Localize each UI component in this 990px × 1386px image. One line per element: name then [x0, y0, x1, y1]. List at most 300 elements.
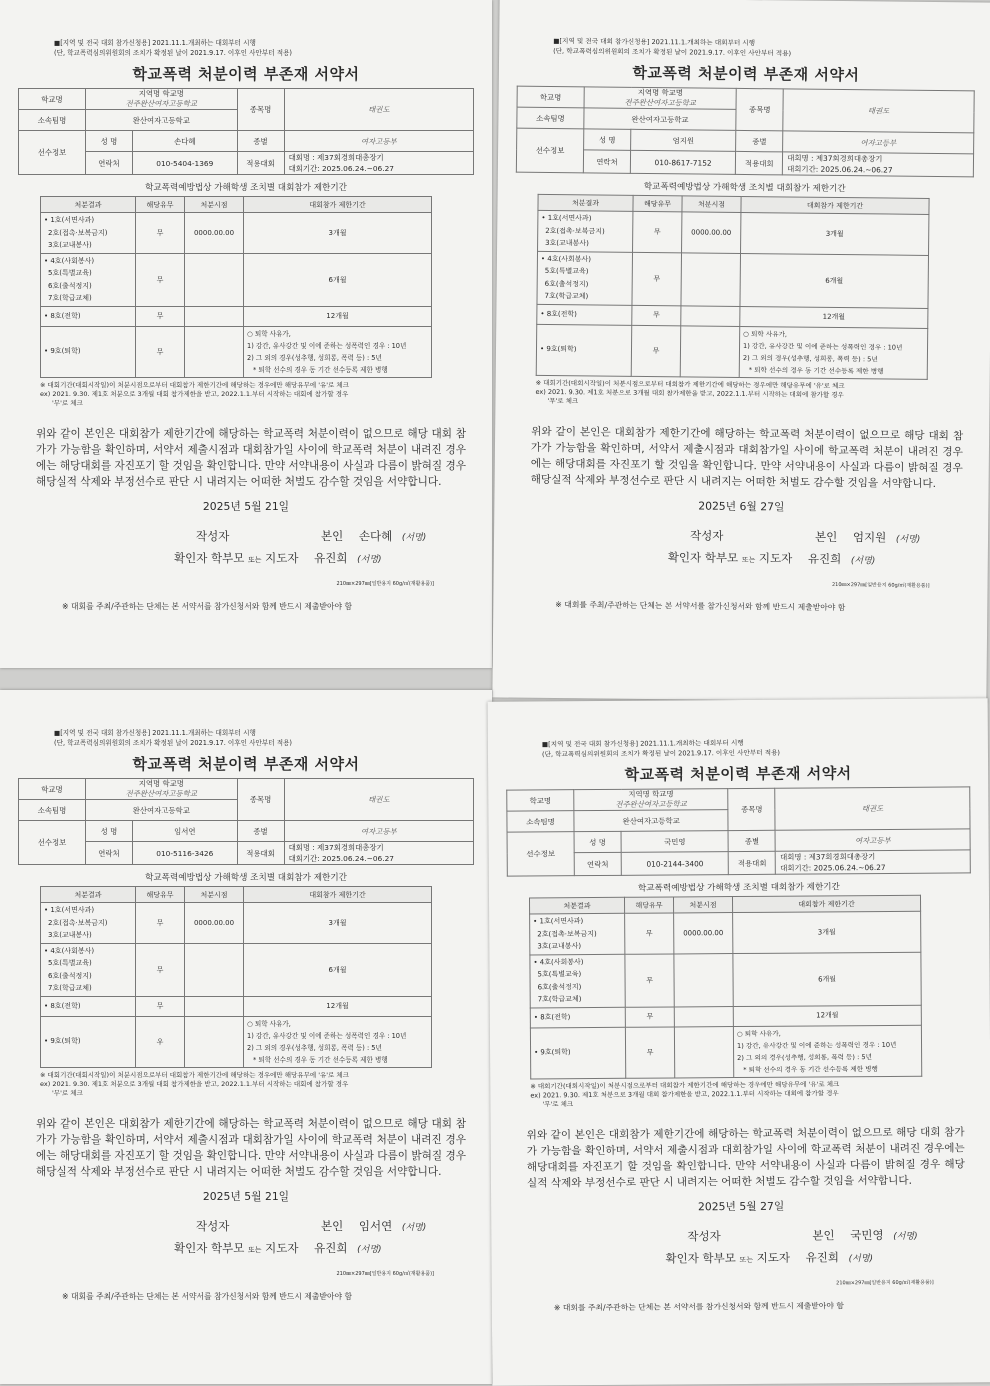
item-4: • 4호(사회봉사) — [540, 254, 592, 263]
col-date: 처분시점 — [185, 197, 244, 213]
col-applicable: 해당유무 — [624, 897, 673, 913]
parent-label: 학부모 — [704, 550, 739, 565]
group-8 — [530, 1007, 625, 1028]
confirmer-label: 확인자 — [174, 1240, 208, 1255]
item-5: 5호(특별교육) — [48, 269, 92, 277]
date-2-empty — [674, 953, 733, 1006]
group-4-7 — [41, 253, 136, 306]
applicable-3: 무 — [625, 1006, 674, 1026]
expel-note-2: 2) 그 외의 경우(성추행, 성희롱, 폭력 등) : 5년 — [742, 353, 878, 363]
expel-note-2: 2) 그 외의 경우(성추행, 성희롱, 폭력 등) : 5년 — [737, 1052, 872, 1062]
competition-cell — [783, 152, 974, 177]
item-9: • 9호(퇴학) — [534, 1048, 571, 1057]
date-2-empty — [185, 253, 244, 306]
expel-note-1: 1) 강간, 유사강간 및 이에 준하는 성폭력인 경우 : 10년 — [247, 341, 407, 350]
competition-name: 대회명 : 제37회경희대총장기 — [288, 843, 384, 852]
self-label: 본인 — [812, 1227, 835, 1242]
header-line-1: ■[지역 및 전국 대회 참가신청용] 2021.11.1.개최하는 대회부터 시행 — [54, 39, 256, 47]
col-limit: 대회참가 제한기간 — [244, 887, 432, 903]
player-info-label: 선수정보 — [507, 832, 574, 876]
col-applicable: 해당유무 — [136, 197, 185, 213]
group-9 — [41, 1016, 136, 1067]
item-1: • 1호(서면사과) — [44, 906, 95, 914]
limit-2: 6개월 — [740, 253, 929, 308]
applicable-1: 무 — [136, 903, 185, 944]
date-4-empty — [674, 1026, 733, 1077]
note-2: ex) 2021. 9.30. 제1호 처분으로 3개월 대회 참가제한을 받고, 2022.1.1.부터 시작하는 대회에 참가할 경우 — [40, 1079, 349, 1088]
pledge-text: 위와 같이 본인은 대회참가 제한기간에 해당하는 학교폭력 처분이력이 없으므로 해당 대회 참가가 가능함을 확인하며, 서약서 제출시점과 대회참가일 사이에 학교폭력 처분이 내려진 경우에는 해당대회를 자진포기 할 것임을 확인합니다. 만약 서약내용이 사실과 다름이 밝혀질 경우 해당실적 삭제와 부정선수로 판단 시 내려지는 어떠한 처벌도 감수할 것임을 서약합니다. — [36, 1117, 466, 1178]
date-2-empty — [185, 943, 244, 996]
region-school-label: 지역명 학교명 — [138, 89, 184, 98]
expel-note-1: 1) 강간, 유사강간 및 이에 준하는 성폭력인 경우 : 10년 — [247, 1031, 407, 1040]
form-title: 학교폭력 처분이력 부존재 서약서 — [624, 764, 852, 784]
note-3: '무'로 체크 — [52, 398, 83, 407]
contact-label: 연락처 — [574, 852, 621, 875]
limit-1: 3개월 — [244, 903, 432, 944]
pledge-text: 위와 같이 본인은 대회참가 제한기간에 해당하는 학교폭력 처분이력이 없으므로 해당 대회 참가가 가능함을 확인하며, 서약서 제출시점과 대회참가일 사이에 학교폭력 처분이 내려진 경우에는 해당대회를 자진포기 할 것임을 확인합니다. 만약 서약내용이 사실과 다름이 밝혀질 경우 해당실적 삭제와 부정선수로 판단 시 내려지는 어떠한 처벌도 감수할 것임을 서약합니다. — [36, 427, 466, 488]
date-1: 0000.00.00 — [674, 913, 733, 954]
name-label: 성 명 — [86, 131, 133, 152]
signature-mark: (서명) — [401, 1222, 427, 1233]
applicable-3: 무 — [136, 996, 185, 1016]
col-applicable: 해당유무 — [136, 887, 185, 903]
form-title: 학교폭력 처분이력 부존재 서약서 — [632, 63, 860, 85]
parent-label: 학부모 — [210, 1240, 245, 1255]
expel-note-3: * 퇴학 선수의 경우 동 기간 선수등록 제한 병행 — [748, 365, 884, 375]
school-label: 학교명 — [517, 86, 584, 108]
item-7: 7호(학급교체) — [544, 291, 589, 301]
header-line-2: (단, 학교폭력심의위원회의 조치가 확정된 날이 2021.9.17. 이후인 사안부터 적용) — [541, 748, 781, 759]
limit-1: 3개월 — [733, 911, 921, 953]
date-1: 0000.00.00 — [682, 212, 741, 253]
player-info-table — [18, 778, 474, 865]
expel-note-1: 1) 강간, 유사강간 및 이에 준하는 성폭력인 경우 : 10년 — [743, 341, 903, 352]
footer-note: ※ 대회를 주최/주관하는 단체는 본 서약서를 참가신청서와 함께 반드시 제출받아야 함 — [555, 599, 846, 612]
col-date: 처분시점 — [673, 897, 732, 913]
item-2: 2호(접촉·보복금지) — [537, 929, 597, 938]
signature-mark: (서명) — [401, 532, 427, 543]
restriction-table — [529, 895, 922, 1079]
date-3-empty — [185, 306, 244, 326]
competition-name: 대회명 : 제37회경희대총장기 — [780, 852, 876, 862]
event-name: 태권도 — [775, 787, 970, 830]
header-line-2: (단, 학교폭력심의위원회의 조치가 확정된 날이 2021.9.17. 이후인 사안부터 적용) — [54, 49, 293, 57]
confirmer-label: 확인자 — [665, 1250, 699, 1266]
region-school-label: 지역명 학교명 — [628, 789, 674, 799]
note-1: ※ 대회기간(대회시작일)이 처분시점으로부터 대회참가 제한기간에 해당하는 경우에만 해당유무에 '유'로 체크 — [40, 380, 349, 389]
writer-label: 작성자 — [196, 528, 230, 543]
applicable-4: 우 — [136, 1016, 185, 1067]
signature-block — [18, 528, 474, 580]
group-1-3 — [41, 213, 136, 254]
date-1: 0000.00.00 — [185, 213, 244, 254]
limit-4 — [739, 326, 928, 379]
group-1-3 — [538, 210, 633, 251]
item-6: 6호(출석정지) — [544, 279, 589, 288]
competition-label: 적용대회 — [729, 851, 776, 874]
item-6: 6호(출석정지) — [48, 281, 92, 290]
school-name: 전주완산여자고등학교 — [125, 789, 197, 798]
contact-label: 연락처 — [86, 152, 133, 175]
competition-name: 대회명 : 제37회경희대총장기 — [288, 153, 384, 162]
item-1: • 1호(서면사과) — [44, 216, 95, 224]
note-3: '무'로 체크 — [52, 1088, 83, 1097]
group-1-3 — [530, 913, 625, 954]
category-value: 여자고등부 — [284, 821, 473, 842]
self-label: 본인 — [320, 1218, 344, 1233]
coach-name: 유진희 — [807, 551, 842, 566]
item-7: 7호(학급교체) — [48, 984, 92, 992]
player-info-table — [18, 88, 474, 175]
player-phone: 010-5116-3426 — [133, 842, 238, 865]
confirmer-row — [174, 1240, 382, 1256]
col-date: 처분시점 — [185, 887, 244, 903]
coach-signature-mark: (서명) — [848, 1253, 874, 1264]
team-label: 소속팀명 — [507, 811, 574, 832]
event-name: 태권도 — [284, 779, 473, 821]
limit-4 — [244, 1016, 432, 1067]
expel-note-0: ○ 퇴학 사유가, — [743, 329, 788, 338]
header-line-1: ■[지역 및 전국 대회 참가신청용] 2021.11.1.개최하는 대회부터 시행 — [54, 729, 256, 737]
writer-row — [196, 1218, 426, 1234]
expel-note-3: * 퇴학 선수의 경우 동 기간 선수등록 제한 병행 — [253, 365, 388, 374]
item-8: • 8호(전학) — [44, 1001, 81, 1010]
school-cell — [584, 87, 736, 110]
note-2: ex) 2021. 9.30. 제1호 처분으로 3개월 대회 참가제한을 받고, 2022.1.1.부터 시작하는 대회에 참가할 경우 — [530, 1088, 839, 1099]
confirmer-label: 확인자 — [667, 549, 702, 565]
group-9 — [41, 326, 136, 377]
player-phone: 010-5404-1369 — [133, 152, 238, 175]
expel-note-1: 1) 강간, 유사강간 및 이에 준하는 성폭력인 경우 : 10년 — [736, 1040, 897, 1050]
group-9 — [536, 324, 632, 376]
signer-name: 손다혜 — [358, 528, 393, 543]
or-label: 또는 — [739, 1255, 754, 1264]
col-result: 처분결과 — [41, 197, 136, 213]
competition-name: 대회명 : 제37회경희대총장기 — [787, 153, 883, 164]
item-4: • 4호(사회봉사) — [44, 256, 95, 265]
header-line-2: (단, 학교폭력심의위원회의 조치가 확정된 날이 2021.9.17. 이후인 사안부터 적용) — [54, 739, 293, 747]
self-label: 본인 — [814, 529, 838, 544]
contact-label: 연락처 — [583, 150, 630, 173]
pledge-date: 2025년 5월 21일 — [202, 499, 290, 513]
date-2-empty — [681, 252, 741, 306]
col-limit: 대회참가 제한기간 — [741, 196, 929, 214]
note-1: ※ 대회기간(대회시작일)이 처분시점으로부터 대회참가 제한기간에 해당하는 경우에만 해당유무에 '유'로 체크 — [535, 378, 845, 390]
pledge-sheet-3 — [0, 690, 492, 1384]
signature-block — [18, 1218, 474, 1270]
competition-label: 적용대회 — [237, 842, 284, 865]
item-4: • 4호(사회봉사) — [44, 946, 95, 955]
writer-row — [687, 1226, 917, 1244]
footer-note: ※ 대회를 주최/주관하는 단체는 본 서약서를 참가신청서와 함께 반드시 제출받아야 함 — [62, 1291, 353, 1301]
pledge-text: 위와 같이 본인은 대회참가 제한기간에 해당하는 학교폭력 처분이력이 없으므로 해당 대회 참가가 가능함을 확인하며, 서약서 제출시점과 대회참가일 사이에 학교폭력 처분이 내려진 경우에는 해당대회를 자진포기 할 것임을 확인합니다. 만약 서약내용이 사실과 다름이 밝혀질 경우 해당실적 삭제와 부정선수로 판단 시 내려지는 어떠한 처벌도 감수할 것임을 서약합니다. — [526, 1125, 965, 1189]
event-name: 태권도 — [783, 89, 974, 133]
school-cell — [574, 789, 729, 811]
pledge-sheet-2 — [492, 0, 990, 703]
event-label: 종목명 — [728, 788, 775, 830]
applicable-4: 무 — [631, 325, 681, 377]
name-label: 성 명 — [86, 821, 133, 842]
item-3: 3호(교내봉사) — [48, 931, 92, 939]
item-8: • 8호(전학) — [44, 311, 81, 320]
applicable-2: 무 — [632, 252, 682, 306]
applicable-3: 무 — [632, 305, 681, 326]
paper-spec: 210㎜×297㎜[일반용지 60g/㎡(재활용품)] — [831, 581, 930, 589]
item-5: 5호(특별교육) — [544, 266, 589, 276]
school-label: 학교명 — [507, 790, 574, 811]
pledge-sheet-1 — [0, 0, 492, 668]
limit-3: 12개월 — [740, 306, 928, 328]
restriction-table — [40, 196, 432, 378]
competition-label: 적용대회 — [237, 152, 284, 175]
date-3-empty — [185, 996, 244, 1016]
header-line-1: ■[지역 및 전국 대회 참가신청용] 2021.11.1.개최하는 대회부터 시행 — [553, 36, 756, 48]
limit-4 — [244, 326, 432, 377]
item-3: 3호(교내봉사) — [545, 238, 589, 248]
coach-label: 지도자 — [758, 550, 793, 566]
note-3: '무'로 체크 — [542, 1099, 574, 1108]
player-info-label: 선수정보 — [19, 821, 86, 865]
item-1: • 1호(서면사과) — [533, 917, 584, 926]
item-6: 6호(출석정지) — [48, 971, 92, 980]
item-6: 6호(출석정지) — [537, 982, 582, 991]
expel-note-0: ○ 퇴학 사유가, — [736, 1029, 781, 1038]
applicable-2: 무 — [136, 943, 185, 996]
coach-label: 지도자 — [756, 1250, 791, 1265]
event-label: 종목명 — [237, 779, 284, 821]
team-label: 소속팀명 — [19, 110, 86, 131]
confirmer-row — [668, 549, 876, 567]
team-name: 완산여자고등학교 — [584, 108, 736, 131]
col-result: 처분결과 — [529, 897, 624, 914]
confirmer-row — [665, 1249, 873, 1266]
date-3-empty — [674, 1006, 733, 1026]
note-3: '무'로 체크 — [547, 396, 579, 405]
limit-2: 6개월 — [244, 943, 432, 996]
date-1: 0000.00.00 — [185, 903, 244, 944]
player-info-table — [506, 786, 971, 876]
competition-cell — [284, 152, 473, 175]
footer-note: ※ 대회를 주최/주관하는 단체는 본 서약서를 참가신청서와 함께 반드시 제출받아야 함 — [553, 1300, 844, 1312]
expel-note-0: ○ 퇴학 사유가, — [247, 329, 291, 338]
table-notes — [40, 1071, 474, 1098]
school-name: 전주완산여자고등학교 — [615, 799, 687, 809]
restriction-table — [40, 886, 432, 1068]
writer-label: 작성자 — [689, 527, 724, 543]
pledge-date: 2025년 6월 27일 — [698, 499, 785, 513]
restriction-table-caption: 학교폭력예방법상 가해학생 조치별 대회참가 제한기간 — [145, 873, 347, 883]
col-date: 처분시점 — [682, 196, 741, 213]
school-cell — [86, 89, 238, 110]
event-name: 태권도 — [284, 89, 473, 131]
competition-period: 대회기간: 2025.06.24.~06.27 — [780, 862, 886, 873]
item-4: • 4호(사회봉사) — [533, 957, 584, 966]
category-value: 여자고등부 — [783, 131, 974, 154]
player-info-table — [516, 86, 975, 178]
writer-row — [690, 527, 920, 545]
competition-period: 대회기간: 2025.06.24.~06.27 — [787, 164, 893, 175]
item-9: • 9호(퇴학) — [44, 1037, 81, 1046]
coach-name: 유진희 — [314, 550, 348, 565]
region-school-label: 지역명 학교명 — [138, 779, 184, 788]
writer-label: 작성자 — [196, 1218, 230, 1233]
pledge-sheet-4 — [488, 698, 990, 1385]
team-name: 완산여자고등학교 — [86, 110, 238, 131]
category-value: 여자고등부 — [284, 131, 473, 152]
parent-label: 학부모 — [210, 550, 245, 565]
table-notes — [530, 1079, 972, 1109]
player-phone: 010-2144-3400 — [621, 852, 729, 876]
competition-cell — [776, 850, 971, 874]
limit-2: 6개월 — [733, 952, 921, 1006]
competition-label: 적용대회 — [736, 151, 783, 174]
school-label: 학교명 — [19, 779, 86, 800]
date-4-empty — [680, 325, 740, 377]
col-applicable: 해당유무 — [633, 195, 682, 212]
applicable-1: 무 — [633, 211, 682, 252]
expel-note-2: 2) 그 외의 경우(성추행, 성희롱, 폭력 등) : 5년 — [247, 1043, 382, 1052]
name-label: 성 명 — [574, 831, 621, 852]
parent-label: 학부모 — [702, 1250, 736, 1265]
limit-1: 3개월 — [741, 212, 929, 254]
item-2: 2호(접촉·보복금지) — [545, 226, 605, 236]
date-4-empty — [185, 1016, 244, 1067]
item-7: 7호(학급교체) — [537, 995, 582, 1004]
limit-3: 12개월 — [244, 996, 432, 1016]
limit-4 — [733, 1025, 921, 1077]
or-label: 또는 — [741, 555, 756, 564]
date-4-empty — [185, 326, 244, 377]
pledge-text: 위와 같이 본인은 대회참가 제한기간에 해당하는 학교폭력 처분이력이 없으므로 해당 대회 참가가 가능함을 확인하며, 서약서 제출시점과 대회참가일 사이에 학교폭력 처분이 내려진 경우에는 해당대회를 자진포기 할 것임을 확인합니다. 만약 서약내용이 사실과 다름이 밝혀질 경우 해당실적 삭제와 부정선수로 판단 시 내려지는 어떠한 처벌도 감수할 것임을 서약합니다. — [530, 425, 964, 490]
category-label: 종별 — [237, 131, 284, 152]
item-1: • 1호(서면사과) — [541, 213, 592, 223]
region-school-label: 지역명 학교명 — [637, 87, 683, 98]
category-label: 종별 — [237, 821, 284, 842]
team-name: 완산여자고등학교 — [574, 810, 729, 832]
header-line-1: ■[지역 및 전국 대회 참가신청용] 2021.11.1.개최하는 대회부터 시행 — [541, 738, 744, 749]
writer-row — [196, 528, 426, 544]
name-label: 성 명 — [584, 129, 631, 150]
or-label: 또는 — [247, 1245, 262, 1254]
item-3: 3호(교내봉사) — [537, 942, 582, 951]
form-header — [553, 36, 975, 60]
form-header — [542, 736, 970, 759]
paper-spec: 210㎜×297㎜[일반용지 60g/㎡(재활용품)] — [336, 580, 434, 587]
player-name: 국민영 — [621, 831, 729, 853]
coach-signature-mark: (서명) — [357, 554, 382, 565]
footer-note: ※ 대회를 주최/주관하는 단체는 본 서약서를 참가신청서와 함께 반드시 제출받아야 함 — [62, 601, 353, 611]
confirmer-label: 확인자 — [174, 550, 208, 565]
group-8 — [41, 996, 136, 1016]
paper-spec: 210㎜×297㎜[일반용지 60g/㎡(재활용품)] — [336, 1270, 434, 1277]
signer-name: 엄지원 — [852, 529, 887, 545]
coach-name: 유진희 — [314, 1240, 348, 1255]
competition-period: 대회기간: 2025.06.24.~06.27 — [288, 854, 394, 863]
restriction-table-caption: 학교폭력예방법상 가해학생 조치별 대회참가 제한기간 — [145, 183, 347, 193]
applicable-1: 무 — [625, 913, 674, 954]
item-8: • 8호(전학) — [533, 1012, 571, 1022]
signature-block — [512, 525, 971, 582]
group-4-7 — [530, 954, 625, 1008]
item-3: 3호(교내봉사) — [48, 241, 92, 249]
signature-mark: (서명) — [893, 1231, 918, 1242]
item-8: • 8호(전학) — [540, 309, 577, 319]
table-notes — [535, 378, 971, 410]
writer-label: 작성자 — [687, 1228, 721, 1243]
col-limit: 대회참가 제한기간 — [244, 197, 432, 213]
applicable-3: 무 — [136, 306, 185, 326]
date-3-empty — [681, 305, 740, 326]
event-label: 종목명 — [736, 88, 783, 130]
contact-label: 연락처 — [86, 842, 133, 865]
player-name: 손다혜 — [133, 131, 238, 152]
note-2: ex) 2021. 9.30. 제1호 처분으로 3개월 대회 참가제한을 받고, 2022.1.1.부터 시작하는 대회에 참가할 경우 — [535, 387, 844, 399]
coach-label: 지도자 — [265, 1240, 299, 1255]
restriction-table-caption: 학교폭력예방법상 가해학생 조치별 대회참가 제한기간 — [637, 882, 840, 894]
item-2: 2호(접촉·보복금지) — [48, 918, 108, 927]
applicable-1: 무 — [136, 213, 185, 254]
signature-block — [509, 1226, 973, 1281]
note-1: ※ 대회기간(대회시작일)이 처분시점으로부터 대회참가 제한기간에 해당하는 경우에만 해당유무에 '유'로 체크 — [530, 1079, 840, 1090]
group-9 — [530, 1027, 625, 1079]
signature-mark: (서명) — [895, 534, 921, 545]
limit-3: 12개월 — [733, 1005, 921, 1026]
school-name: 전주완산여자고등학교 — [624, 97, 696, 108]
group-1-3 — [41, 903, 136, 944]
restriction-table — [536, 194, 930, 380]
item-5: 5호(특별교육) — [537, 970, 582, 979]
group-4-7 — [41, 943, 136, 996]
note-2: ex) 2021. 9.30. 제1호 처분으로 3개월 대회 참가제한을 받고, 2022.1.1.부터 시작하는 대회에 참가할 경우 — [40, 389, 349, 398]
team-label: 소속팀명 — [517, 107, 584, 129]
school-name: 전주완산여자고등학교 — [125, 99, 197, 108]
school-label: 학교명 — [19, 89, 86, 110]
group-8 — [537, 304, 632, 325]
note-1: ※ 대회기간(대회시작일)이 처분시점으로부터 대회참가 제한기간에 해당하는 경우에만 해당유무에 '유'로 체크 — [40, 1070, 349, 1079]
limit-1: 3개월 — [244, 213, 432, 254]
expel-note-0: ○ 퇴학 사유가, — [247, 1019, 291, 1028]
player-name: 임서연 — [133, 821, 238, 842]
item-5: 5호(특별교육) — [48, 959, 92, 967]
item-9: • 9호(퇴학) — [539, 345, 577, 354]
pledge-date: 2025년 5월 21일 — [202, 1189, 290, 1203]
header-line-2: (단, 학교폭력심의위원회의 조치가 확정된 날이 2021.9.17. 이후인 사안부터 적용) — [553, 46, 792, 58]
item-2: 2호(접촉·보복금지) — [48, 228, 108, 237]
category-value: 여자고등부 — [775, 829, 970, 851]
restriction-table-caption: 학교폭력예방법상 가해학생 조치별 대회참가 제한기간 — [643, 181, 846, 195]
signer-name: 국민영 — [850, 1227, 884, 1242]
item-7: 7호(학급교체) — [48, 294, 92, 302]
coach-label: 지도자 — [265, 550, 299, 565]
competition-period: 대회기간: 2025.06.24.~06.27 — [288, 164, 394, 173]
team-name: 완산여자고등학교 — [86, 800, 238, 821]
applicable-2: 무 — [625, 953, 674, 1006]
col-limit: 대회참가 제한기간 — [732, 895, 920, 912]
limit-2: 6개월 — [244, 253, 432, 306]
team-label: 소속팀명 — [19, 800, 86, 821]
form-header — [54, 728, 474, 748]
item-9: • 9호(퇴학) — [44, 347, 81, 356]
paper-spec: 210㎜×297㎜[일반용지 60g/㎡(재활용품)] — [836, 1279, 934, 1286]
pledge-date: 2025년 5월 27일 — [697, 1199, 785, 1213]
coach-name: 유진희 — [805, 1249, 840, 1265]
applicable-2: 무 — [136, 253, 185, 306]
expel-note-3: * 퇴학 선수의 경우 동 기간 선수등록 제한 병행 — [743, 1064, 878, 1074]
player-phone: 010-8617-7152 — [630, 150, 736, 174]
signer-name: 임서연 — [358, 1218, 393, 1233]
applicable-4: 무 — [625, 1026, 674, 1077]
group-8 — [41, 306, 136, 326]
